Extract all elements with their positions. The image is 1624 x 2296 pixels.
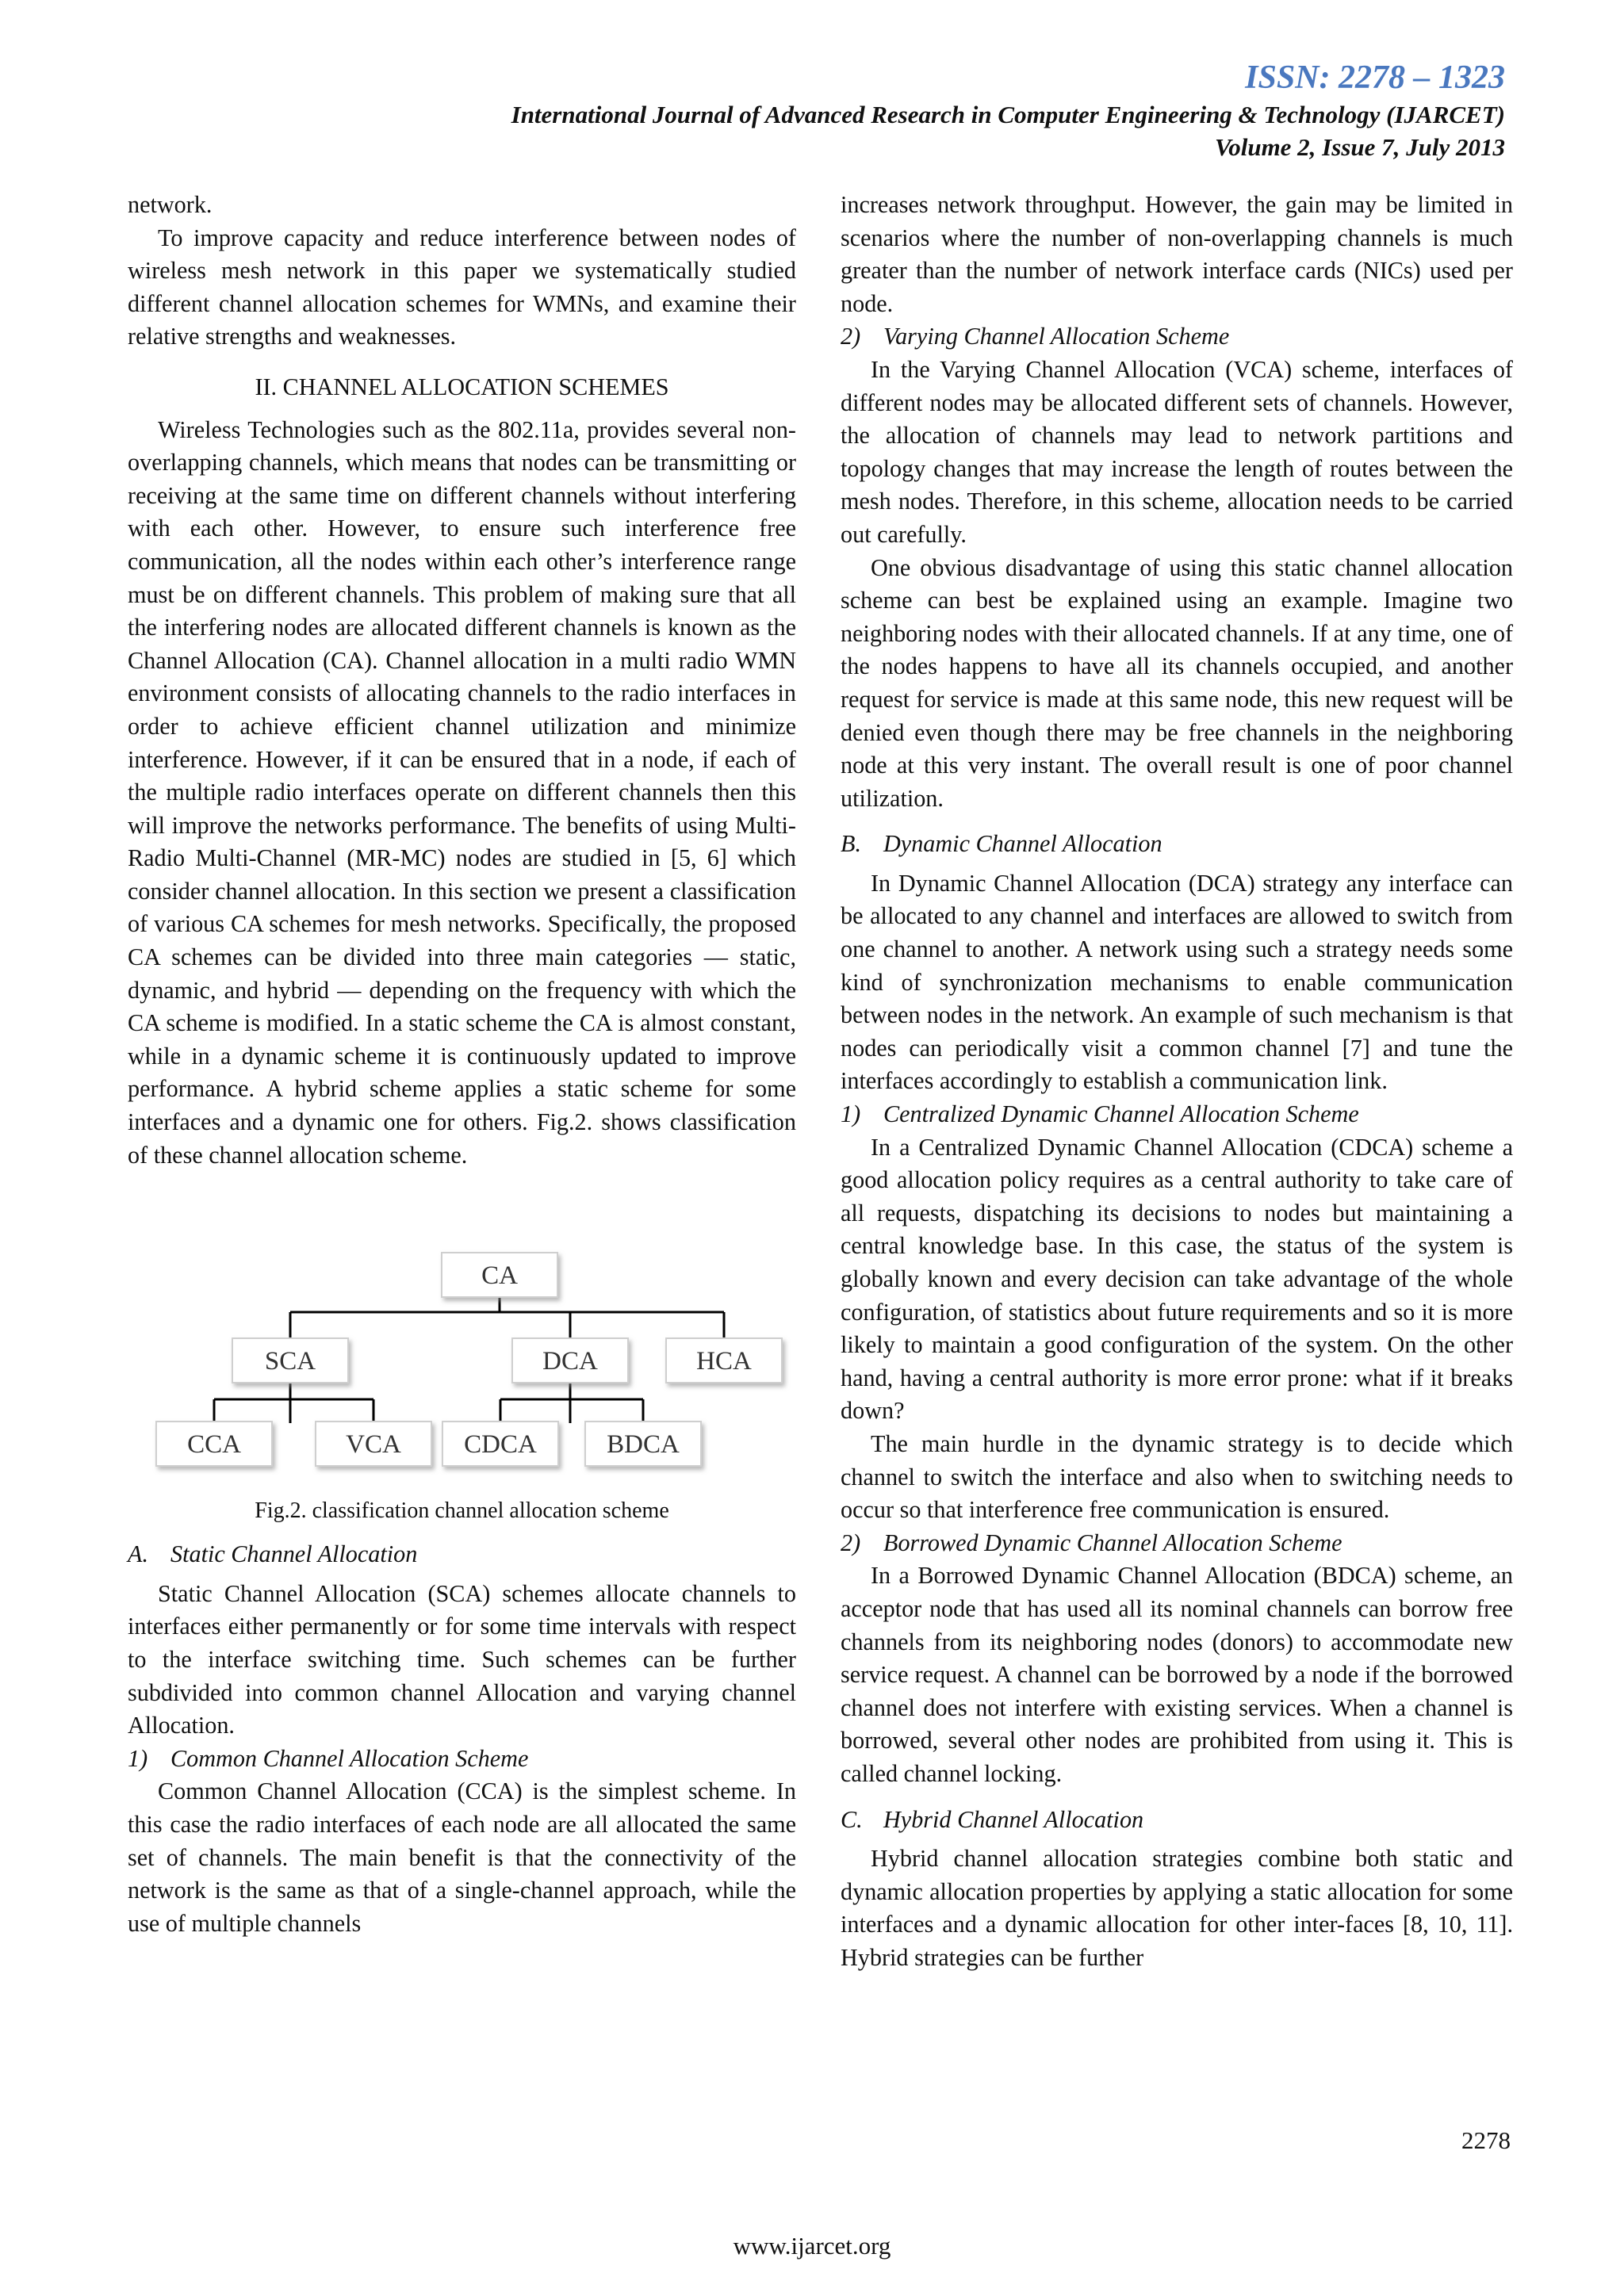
subsection-heading [841, 828, 1513, 861]
paragraph: network. [128, 191, 213, 218]
subsubsection-title: Common Channel Allocation Scheme [170, 1744, 529, 1772]
page-number: 2278 [1461, 2126, 1511, 2154]
subsection-title: Dynamic Channel Allocation [883, 830, 1162, 858]
journal-header [117, 57, 1505, 163]
right-column [841, 189, 1513, 1974]
node-hca-label: HCA [696, 1347, 752, 1376]
node-hca [666, 1338, 782, 1383]
node-cca-label: CCA [187, 1430, 241, 1460]
footer-url: www.ijarcet.org [733, 2232, 891, 2260]
section-heading: II. CHANNEL ALLOCATION SCHEMES [255, 373, 669, 400]
figure-caption: Fig.2. classification channel allocation scheme [255, 1498, 669, 1524]
paragraph: In Dynamic Channel Allocation (DCA) strategy any interface can be allocated to any channel and interfaces are allowed to switch from one channel to another. A network using such a strategy needs some kind of synchronization mechanisms to enable communication between nodes in the network. An example of such mechanism is that nodes can periodically visit a common channel [7] and tune the interfaces accordingly to establish a communication link. [841, 869, 1513, 1095]
subsection-number: A. [128, 1540, 148, 1568]
node-cca [156, 1422, 272, 1466]
subsubsection-heading [128, 1743, 796, 1776]
paragraph: Wireless Technologies such as the 802.11a, provides several non-overlapping channels, which means that nodes can be transmitting or receiving at the same time on different channels without interfering with each other. However, to ensure such interference free communication, all the nodes within each other’s interference range must be on different channels. This problem of making sure that all the interfering nodes are allocated different channels is known as the Channel Allocation (CA). Channel allocation in a multi radio WMN environment consists of allocating channels to the radio interfaces in order to achieve efficient channel utilization and minimize interference. However, if it can be ensured that in a node, if each of the multiple radio interfaces operate on different channels then this will improve the networks performance. The benefits of using Multi-Radio Multi-Channel (MR-MC) nodes are studied in [5, 6] which consider channel allocation. In this section we present a classification of various CA schemes for mesh networks. Specifically, the proposed CA schemes can be divided into three main categories — static, dynamic, and hybrid — depending on the frequency with which the CA scheme is modified. In a static scheme the CA is almost constant, while in a dynamic scheme it is continuously updated to improve performance. A hybrid scheme applies a static scheme for some interfaces and a dynamic one for others. Fig.2. shows classification of these channel allocation scheme. [128, 415, 796, 1169]
journal-title: International Journal of Advanced Research in Computer Engineering & Technology (IJARCET) [511, 101, 1505, 128]
subsection-heading [841, 1804, 1513, 1837]
paragraph: In a Centralized Dynamic Channel Allocation (CDCA) scheme a good allocation policy requires as a central authority to take care of all requests, dispatching its decisions to nodes but maintaining a central knowledge base. In this case, the status of the system is globally known and every decision can take advantage of the whole configuration, of statistics about future requirements and so it is more likely to maintain a good configuration of the system. On the other hand, having a central authority is more error prone: what if it breaks down? [841, 1133, 1513, 1425]
paragraph: The main hurdle in the dynamic strategy is to decide which channel to switch the interface and also when to switching needs to occur so that interference free communication is ensured. [841, 1429, 1513, 1524]
subsubsection-number: 2) [841, 1529, 861, 1556]
paragraph: One obvious disadvantage of using this static channel allocation scheme can best be explained using an example. Imagine two neighboring nodes with their allocated channels. If at any time, one of the nodes happens to have all its channels occupied, and another request for service is made at this same node, this new request will be denied even though there may be free channels in the neighboring node at this very instant. The overall result is one of poor channel utilization. [841, 553, 1513, 812]
subsubsection-heading [841, 320, 1513, 354]
issn: ISSN: 2278 – 1323 [1245, 59, 1505, 96]
subsection-heading [128, 1538, 796, 1571]
subsection-title: Static Channel Allocation [170, 1540, 418, 1568]
node-ca [442, 1253, 557, 1297]
paragraph: In the Varying Channel Allocation (VCA) scheme, interfaces of different nodes may be allocated different sets of channels. However, the allocation of channels may lead to network partitions and topology changes that may increase the length of routes between the mesh nodes. Therefore, in this scheme, allocation needs to be carried out carefully. [841, 355, 1513, 548]
subsubsection-number: 1) [128, 1744, 148, 1772]
subsection-number: C. [841, 1805, 863, 1833]
node-vca-label: VCA [346, 1430, 401, 1460]
subsubsection-title: Varying Channel Allocation Scheme [883, 323, 1230, 350]
subsection-title: Hybrid Channel Allocation [883, 1805, 1144, 1833]
subsubsection-title: Borrowed Dynamic Channel Allocation Scheme [883, 1529, 1342, 1556]
subsubsection-heading [841, 1098, 1513, 1131]
node-ca-label: CA [481, 1261, 518, 1291]
left-column [128, 189, 796, 1940]
node-sca [232, 1338, 348, 1383]
node-cdca-label: CDCA [464, 1430, 537, 1460]
subsubsection-heading [841, 1527, 1513, 1560]
volume-info: Volume 2, Issue 7, July 2013 [1214, 133, 1505, 161]
paragraph: To improve capacity and reduce interference between nodes of wireless mesh network in this paper we systematically studied different channel allocation schemes for WMNs, and examine their relative strengths and weaknesses. [128, 224, 796, 350]
node-dca-label: DCA [542, 1347, 598, 1376]
paragraph: increases network throughput. However, the gain may be limited in scenarios where the number of non-overlapping channels is much greater than the number of network interface cards (NICs) used per node. [841, 191, 1513, 317]
subsubsection-title: Centralized Dynamic Channel Allocation Scheme [883, 1100, 1359, 1128]
node-vca [316, 1422, 431, 1466]
paragraph: Static Channel Allocation (SCA) schemes allocate channels to interfaces either permanently or for some time intervals with respect to the interface switching time. Such schemes can be further subdivided into common channel Allocation and varying channel Allocation. [128, 1579, 796, 1739]
paragraph: Common Channel Allocation (CCA) is the simplest scheme. In this case the radio interfaces of each node are all allocated the same set of channels. The main benefit is that the connectivity of the network is the same as that of a single-channel approach, while the use of multiple channels [128, 1777, 796, 1937]
diagram-svg [128, 1237, 796, 1484]
node-cdca [442, 1422, 558, 1466]
paragraph: Hybrid channel allocation strategies combine both static and dynamic allocation properties by applying a static allocation for some interfaces and a dynamic allocation for other inter-faces [8, 10, 11]. Hybrid strategies can be further [841, 1845, 1513, 1971]
subsubsection-number: 1) [841, 1100, 861, 1128]
classification-diagram [128, 1237, 796, 1484]
node-bdca [585, 1422, 701, 1466]
node-sca-label: SCA [264, 1347, 316, 1376]
node-dca [512, 1338, 628, 1383]
subsubsection-number: 2) [841, 323, 861, 350]
subsection-number: B. [841, 830, 861, 858]
node-bdca-label: BDCA [607, 1430, 680, 1460]
paragraph: In a Borrowed Dynamic Channel Allocation (BDCA) scheme, an acceptor node that has used all its nominal channels can borrow free channels from its neighboring nodes (donors) to accommodate new service request. A channel can be borrowed by a node if the borrowed channel does not interfere with existing services. When a channel is borrowed, several other nodes are prohibited from using it. This is called channel locking. [841, 1562, 1513, 1787]
